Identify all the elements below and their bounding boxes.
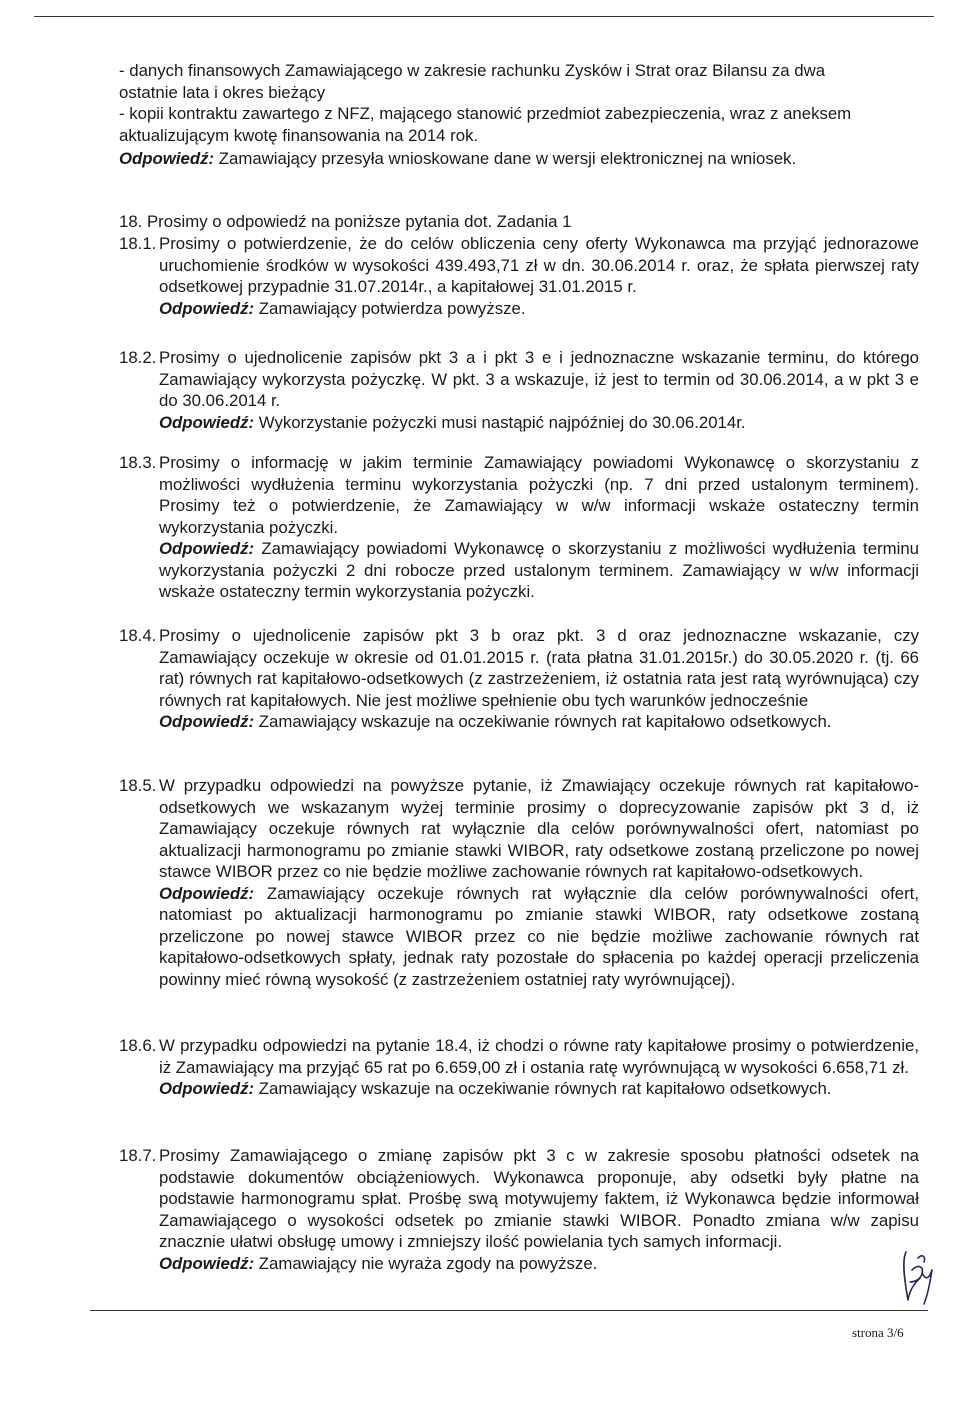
intro-block: [119, 60, 919, 170]
answer-text: Wykorzystanie pożyczki musi nastąpić najpóźniej do 30.06.2014r.: [254, 412, 746, 432]
answer-label: Odpowiedź:: [159, 412, 255, 432]
section-heading: [119, 211, 919, 233]
item-18-4: [159, 625, 919, 733]
answer-label: Odpowiedź:: [159, 883, 255, 903]
intro-line: - kopii kontraktu zawartego z NFZ, mającego stanowić przedmiot zabezpieczenia, wraz z aneksem: [119, 104, 852, 123]
item-18-5: [159, 775, 919, 990]
item-answer: [159, 883, 919, 991]
item-question: W przypadku odpowiedzi na pytanie 18.4, iż chodzi o równe raty kapitałowe prosimy o potwierdzenie, iż Zamawiający ma przyjąć 65 rat po 6.659,00 zł i ostania ratę wyrównującą w wysokości 6.658,71 zł.: [159, 1036, 919, 1077]
item-18-7: [159, 1145, 919, 1274]
item-answer: [159, 412, 919, 434]
item-number: 18.4.: [119, 626, 157, 645]
item-answer: [159, 538, 919, 603]
answer-label: Odpowiedź:: [119, 149, 215, 168]
item-answer: [159, 711, 919, 733]
item-question: Prosimy o informację w jakim terminie Zamawiający powiadomi Wykonawcę o skorzystaniu z możliwości wydłużenia terminu wykorzystania pożyczki (np. 7 dni przed ustalonym terminem). Prosimy też o potwierdzenie, że Zamawiający w w/w informacji wskaże ostateczny termin wykorzystania pożyczki.: [159, 453, 919, 537]
item-question: Prosimy Zamawiającego o zmianę zapisów pkt 3 c w zakresie sposobu płatności odsetek na podstawie dokumentów obciążeniowych. Wykonawca proponuje, aby odsetki były płatne na podstawie harmonogramu spłat. Prośbę swą motywujemy faktem, iż Wykonawca będzie informował Zamawiającego o wysokości odsetek po zmianie stawki WIBOR. Ponadto zmiana w/w zapisu znacznie ułatwi obsługę umowy i zmniejszy ilość powielania tych samych informacji.: [159, 1146, 919, 1251]
item-number: 18.3.: [119, 453, 157, 472]
answer-label: Odpowiedź:: [159, 712, 255, 731]
answer-text: Zamawiający potwierdza powyższe.: [254, 298, 526, 318]
intro-line: aktualizującym kwotę finansowania na 2014 rok.: [119, 125, 479, 145]
answer-text: Zamawiający nie wyraża zgody na powyższe.: [254, 1253, 598, 1273]
item-18-6: [159, 1035, 919, 1100]
answer-label: Odpowiedź:: [159, 298, 255, 318]
item-number: 18.2.: [119, 348, 157, 367]
top-rule: [34, 16, 934, 17]
intro-answer: [119, 148, 919, 170]
item-question: Prosimy o ujednolicenie zapisów pkt 3 a i pkt 3 e i jednoznaczne wskazanie terminu, do którego Zamawiający wykorzysta pożyczkę. W pkt. 3 a wskazuje, iż jest to termin od 30.06.2014, a w pkt 3 e do 30.06.2014 r.: [159, 348, 919, 410]
item-question: W przypadku odpowiedzi na powyższe pytanie, iż Zmawiający oczekuje równych rat kapitałowo-odsetkowych we wskazanym wyżej terminie prosimy o doprecyzowanie zapisów pkt 3 d, iż Zamawiający oczekuje równych rat wyłącznie dla celów porównywalności ofert, natomiast po aktualizacji harmonogramu po zmianie stawki WIBOR, raty odsetkowe zostaną przeliczone po nowej stawce WIBOR przez co nie będzie możliwe zachowanie równych rat kapitałowo-odsetkowych.: [159, 776, 919, 881]
item-18-1: [159, 233, 919, 319]
item-18-2: [159, 347, 919, 433]
item-answer: [159, 1253, 919, 1275]
answer-text: Zamawiający wskazuje na oczekiwanie równych rat kapitałowo odsetkowych.: [254, 712, 832, 731]
signature-initials: [888, 1248, 938, 1308]
bottom-rule: [90, 1310, 928, 1311]
answer-label: Odpowiedź:: [159, 539, 255, 558]
item-answer: [159, 298, 919, 320]
page-number: strona 3/6: [852, 1325, 904, 1340]
item-number: 18.1.: [119, 234, 157, 253]
answer-text: Zamawiający oczekuje równych rat wyłącznie dla celów porównywalności ofert, natomiast po aktualizacji harmonogramu po zmianie stawki WIBOR, raty odsetkowe zostaną przeliczone po nowej stawce WIBOR przez co nie będzie możliwe zachowanie równych rat kapitałowo-odsetkowych spłaty, jednak raty pozostałe do spłacenia po każdej operacji przeliczenia powinny mieć równą wysokość (z zastrzeżeniem ostatniej raty wyrównującej).: [159, 883, 919, 989]
section-heading-text: 18. Prosimy o odpowiedź na poniższe pytania dot. Zadania 1: [119, 212, 572, 231]
item-number: 18.7.: [119, 1146, 157, 1165]
intro-line: ostatnie lata i okres bieżący: [119, 82, 326, 102]
item-number: 18.6.: [119, 1036, 157, 1055]
intro-line: - danych finansowych Zamawiającego w zakresie rachunku Zysków i Strat oraz Bilansu za dwa: [119, 61, 826, 80]
answer-label: Odpowiedź:: [159, 1253, 255, 1273]
item-18-3: [159, 452, 919, 603]
answer-label: Odpowiedź:: [159, 1079, 255, 1098]
answer-text: Zamawiający przesyła wnioskowane dane w wersji elektronicznej na wniosek.: [214, 149, 797, 168]
item-question: Prosimy o potwierdzenie, że do celów obliczenia ceny oferty Wykonawca ma przyjąć jednorazowe uruchomienie środków w wysokości 439.493,71 zł w dn. 30.06.2014 r. oraz, że spłata pierwszej raty odsetkowej przypadnie 31.07.2014r., a kapitałowej 31.01.2015 r.: [159, 234, 919, 296]
answer-text: Zamawiający wskazuje na oczekiwanie równych rat kapitałowo odsetkowych.: [254, 1079, 832, 1098]
item-question: Prosimy o ujednolicenie zapisów pkt 3 b oraz pkt. 3 d oraz jednoznaczne wskazanie, czy Zamawiający oczekuje w okresie od 01.01.2015 r. (rata płatna 31.01.2015r.) do 30.05.2020 r. (tj. 66 rat) równych rat kapitałowo-odsetkowych (z zastrzeżeniem, iż ostatnia rata jest ratą wyrównująca) czy równych rat kapitałowych. Nie jest możliwe spełnienie obu tych warunków jednocześnie: [159, 626, 919, 710]
answer-text: Zamawiający powiadomi Wykonawcę o skorzystaniu z możliwości wydłużenia terminu wykorzystania pożyczki 2 dni robocze przed ustalonym terminem. Zamawiający w w/w informacji wskaże ostateczny termin wykorzystania pożyczki.: [159, 539, 919, 601]
item-number: 18.5.: [119, 776, 157, 795]
item-answer: [159, 1078, 919, 1100]
